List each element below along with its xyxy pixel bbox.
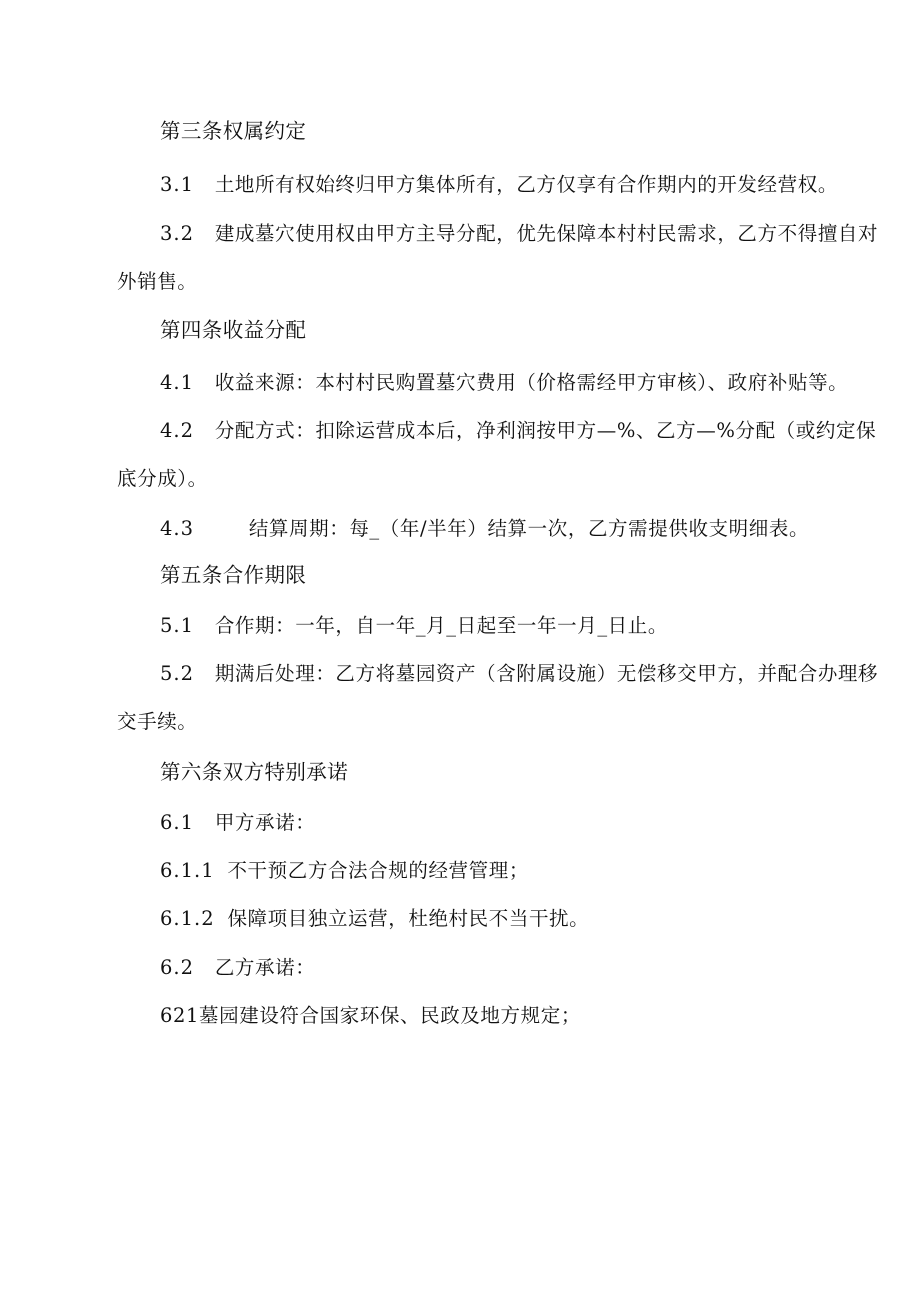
clause-6-1-1-number: 6.1.1 (160, 859, 215, 882)
clause-4-1-number: 4.1 (160, 371, 195, 394)
clause-3-2-continuation: 外销售。 (117, 270, 198, 293)
clause-5-2-number: 5.2 (160, 662, 195, 685)
clause-3-2-text-line1: 建成墓穴使用权由甲方主导分配，优先保障本村村民需求，乙方不得擅自对 (214, 222, 879, 245)
clause-6-1-2-number: 6.1.2 (160, 907, 215, 930)
clause-4-1-text: 收益来源：本村村民购置墓穴费用（价格需经甲方审核）、政府补贴等。 (214, 371, 849, 394)
clause-4-2 (160, 419, 876, 443)
article4-heading: 第四条收益分配 (160, 318, 307, 342)
clause-3-2-number: 3.2 (160, 222, 195, 245)
clause-5-1-text: 合作期：一年，自一年_月_日起至一年一月_日止。 (214, 614, 668, 637)
clause-3-1-text: 土地所有权始终归甲方集体所有，乙方仅享有合作期内的开发经营权。 (214, 173, 838, 196)
clause-5-1 (160, 614, 668, 638)
clause-4-3 (160, 517, 809, 541)
clause-4-1 (160, 371, 848, 395)
clause-5-2-text-line1: 期满后处理：乙方将墓园资产（含附属设施）无偿移交甲方，并配合办理移 (214, 662, 879, 685)
article6-heading: 第六条双方特别承诺 (160, 760, 349, 784)
article3-heading: 第三条权属约定 (160, 119, 307, 143)
clause-4-3-number: 4.3 (160, 517, 195, 540)
clause-6-1 (160, 811, 315, 835)
clause-6-1-2-text: 保障项目独立运营，杜绝村民不当干扰。 (227, 907, 590, 930)
clause-3-1 (160, 173, 838, 197)
clause-4-2-continuation: 底分成）。 (117, 467, 208, 490)
article5-heading: 第五条合作期限 (160, 563, 307, 587)
clause-5-2 (160, 662, 878, 686)
clause-6-1-1-text: 不干预乙方合法合规的经营管理； (227, 859, 529, 882)
clause-4-2-number: 4.2 (160, 419, 195, 442)
clause-3-1-number: 3.1 (160, 173, 195, 196)
clause-3-2 (160, 222, 878, 246)
clause-6-1-1 (160, 859, 529, 883)
clause-6-1-2 (160, 907, 589, 931)
clause-6-1-number: 6.1 (160, 811, 195, 834)
clause-6-2 (160, 956, 315, 980)
clause-6-2-1: 621墓园建设符合国家环保、民政及地方规定； (160, 1004, 581, 1027)
clause-4-3-text: 结算周期：每_（年/半年）结算一次，乙方需提供收支明细表。 (248, 517, 810, 540)
clause-5-1-number: 5.1 (160, 614, 195, 637)
clause-6-2-text: 乙方承诺： (214, 956, 316, 979)
clause-6-1-text: 甲方承诺： (214, 811, 316, 834)
clause-6-2-number: 6.2 (160, 956, 195, 979)
clause-4-2-text-line1: 分配方式：扣除运营成本后，净利润按甲方—%、乙方—%分配（或约定保 (214, 419, 877, 442)
clause-5-2-continuation: 交手续。 (117, 710, 198, 733)
